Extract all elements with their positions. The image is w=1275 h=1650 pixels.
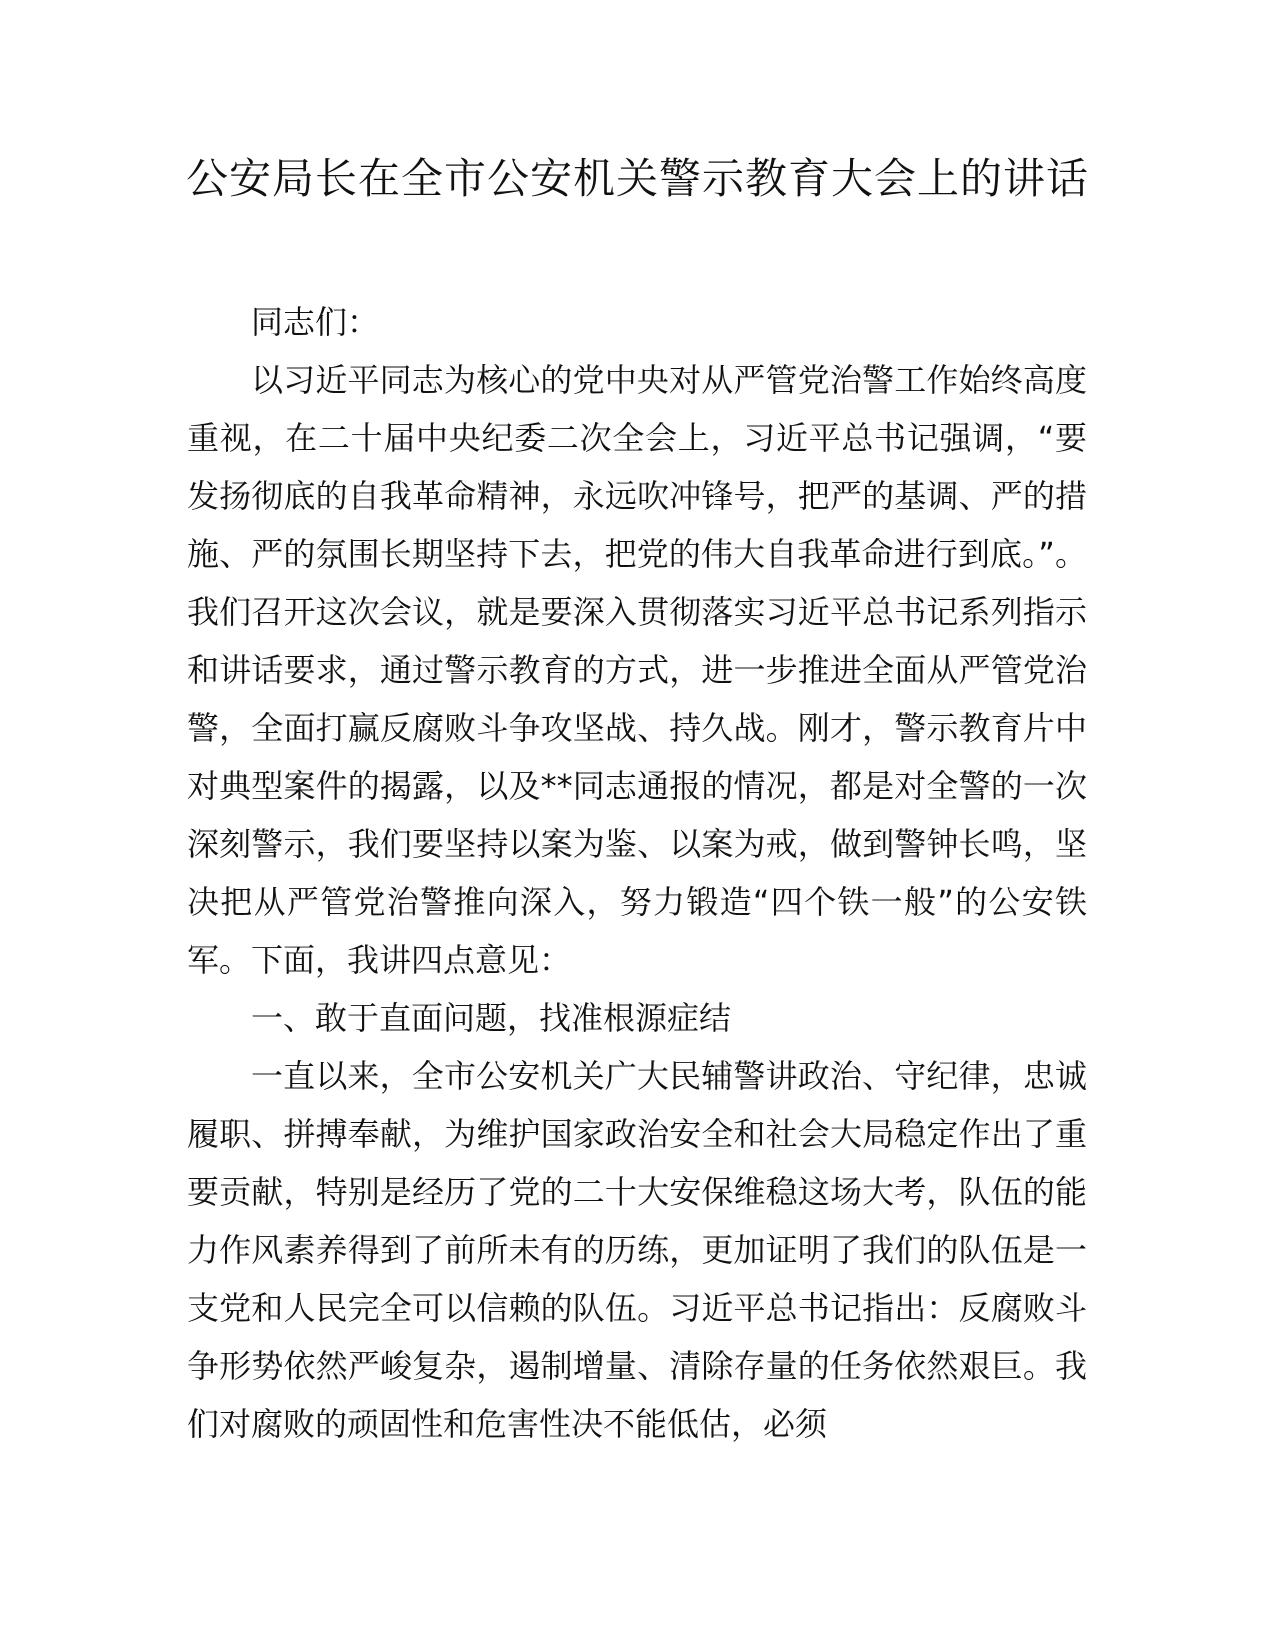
document-body — [187, 293, 1087, 1453]
document-title: 公安局长在全市公安机关警示教育大会上的讲话 — [185, 154, 1089, 203]
paragraph-intro: 以习近平同志为核心的党中央对从严管党治警工作始终高度重视，在二十届中央纪委二次全会上，习近平总书记强调，“要发扬彻底的自我革命精神，永远吹冲锋号，把严的基调、严的措施、严的氛围长期坚持下去，把党的伟大自我革命进行到底。”。我们召开这次会议，就是要深入贯彻落实习近平总书记系列指示和讲话要求，通过警示教育的方式，进一步推进全面从严管党治警，全面打赢反腐败斗争攻坚战、持久战。刚才，警示教育片中对典型案件的揭露，以及**同志通报的情况，都是对全警的一次深刻警示，我们要坚持以案为鉴、以案为戒，做到警钟长鸣，坚决把从严管党治警推向深入，努力锻造“四个铁一般”的公安铁军。下面，我讲四点意见： — [187, 361, 1087, 979]
section-heading-1: 一、敢于直面问题，找准根源症结 — [251, 999, 732, 1037]
paragraph-section-1: 一直以来，全市公安机关广大民辅警讲政治、守纪律，忠诚履职、拼搏奉献，为维护国家政治安全和社会大局稳定作出了重要贡献，特别是经历了党的二十大安保维稳这场大考，队伍的能力作风素养得到了前所未有的历练，更加证明了我们的队伍是一支党和人民完全可以信赖的队伍。习近平总书记指出：反腐败斗争形势依然严峻复杂，遏制增量、清除存量的任务依然艰巨。我们对腐败的顽固性和危害性决不能低估，必须 — [187, 1057, 1087, 1443]
salutation: 同志们： — [251, 303, 380, 341]
